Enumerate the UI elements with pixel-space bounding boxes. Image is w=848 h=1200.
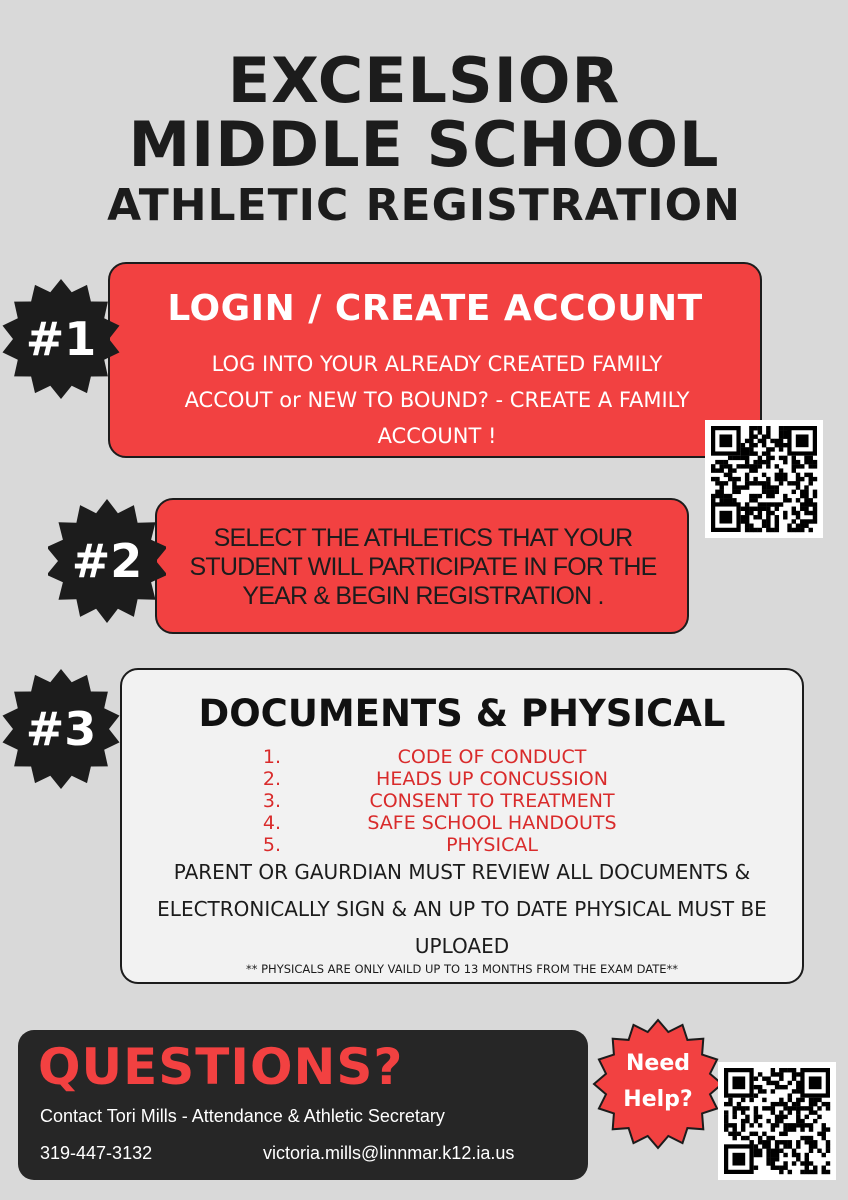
qr-code-icon	[718, 1062, 836, 1180]
contact-text: Contact Tori Mills - Attendance & Athletic Secretary	[40, 1106, 445, 1126]
step-1-body: LOG INTO YOUR ALREADY CREATED FAMILY ACCOUT or NEW TO BOUND? - CREATE A FAMILY ACCOUNT !	[184, 352, 690, 448]
step-2-body: SELECT THE ATHLETICS THAT YOUR STUDENT WILL PARTICIPATE IN FOR THE YEAR & BEGIN REGISTRATION .	[189, 524, 657, 610]
step-1-box	[108, 262, 762, 458]
step-3-body: PARENT OR GAURDIAN MUST REVIEW ALL DOCUMENTS & ELECTRONICALLY SIGN & AN UP TO DATE PHYSICAL MUST BE UPLOAED	[157, 860, 767, 958]
questions-panel	[18, 1030, 588, 1180]
need-help-badge	[592, 1018, 724, 1150]
contact-email[interactable]: victoria.mills@linnmar.k12.ia.us	[263, 1143, 515, 1163]
contact-phone[interactable]: 319-447-3132	[40, 1143, 153, 1163]
physical-note: ** PHYSICALS ARE ONLY VAILD UP TO 13 MONTHS FROM THE EXAM DATE**	[245, 962, 679, 976]
need-help-line-1: Need	[625, 1051, 690, 1076]
qr-code-icon	[705, 420, 823, 538]
list-item: 5. PHYSICAL	[262, 834, 538, 856]
step-3-number: #3	[25, 702, 97, 756]
step-1-number: #1	[25, 312, 97, 366]
list-item: 2. HEADS UP CONCUSSION	[262, 768, 608, 790]
step-3-badge	[2, 666, 120, 792]
step-1-title: LOGIN / CREATE ACCOUNT	[167, 288, 703, 329]
step-1-badge	[2, 276, 120, 402]
step-2-box	[155, 498, 689, 634]
need-help-line-2: Help?	[623, 1087, 693, 1112]
title-line-2: MIDDLE SCHOOL	[128, 108, 720, 181]
title-line-1: EXCELSIOR	[227, 44, 621, 117]
list-item: 4. SAFE SCHOOL HANDOUTS	[262, 812, 617, 834]
step-3-title: DOCUMENTS & PHYSICAL	[198, 692, 726, 735]
title-line-3: ATHLETIC REGISTRATION	[107, 180, 741, 231]
list-item: 1. CODE OF CONDUCT	[262, 746, 587, 768]
step-2-number: #2	[71, 534, 143, 588]
documents-list	[242, 746, 682, 856]
step-2-badge	[48, 496, 166, 626]
step-3-box	[120, 668, 804, 984]
questions-title: QUESTIONS?	[38, 1038, 404, 1096]
list-item: 3. CONSENT TO TREATMENT	[262, 790, 615, 812]
